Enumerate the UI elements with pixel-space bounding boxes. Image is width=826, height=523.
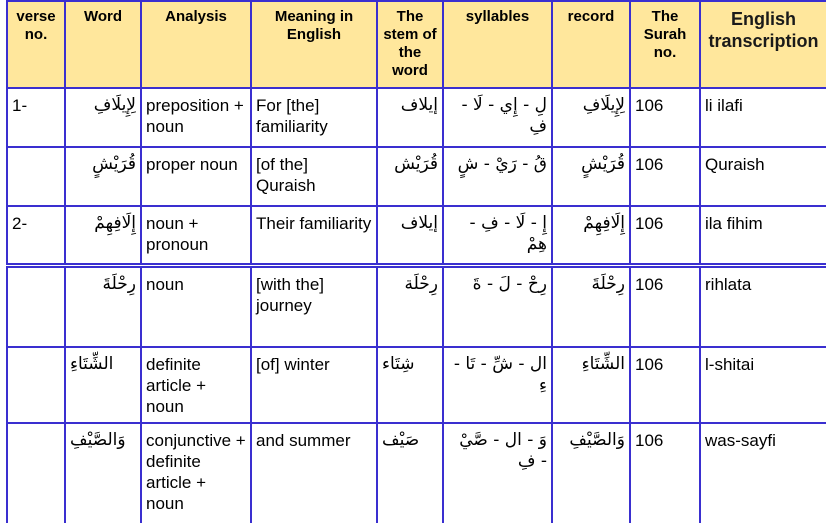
header-row: [7, 1, 826, 88]
meaning-cell: Their familiarity: [251, 206, 377, 265]
verse-cell: [7, 265, 65, 347]
table-row: [7, 206, 826, 265]
record-cell: إِلَافِهِمْ: [552, 206, 630, 265]
analysis-cell: definite article + noun: [141, 347, 251, 423]
transcription-cell: rihlata: [700, 265, 826, 347]
header-verse-no: verse no.: [7, 1, 65, 88]
surah-cell: 106: [630, 206, 700, 265]
meaning-cell: [of the] Quraish: [251, 147, 377, 206]
header-syllables: syllables: [443, 1, 552, 88]
meaning-cell: and summer: [251, 423, 377, 523]
word-analysis-table: [6, 0, 826, 523]
analysis-cell: preposition + noun: [141, 88, 251, 147]
transcription-cell: ila fihim: [700, 206, 826, 265]
word-cell: إِلَافِهِمْ: [65, 206, 141, 265]
word-cell: قُرَيْشٍ: [65, 147, 141, 206]
syllables-cell: قُ - رَيْ - شٍ: [443, 147, 552, 206]
word-cell: رِحْلَةَ: [65, 265, 141, 347]
header-transcription: English transcription: [700, 1, 826, 88]
record-cell: قُرَيْشٍ: [552, 147, 630, 206]
meaning-cell: [of] winter: [251, 347, 377, 423]
word-cell: وَالصَّيْفِ: [65, 423, 141, 523]
analysis-cell: noun: [141, 265, 251, 347]
record-cell: الشِّتَاءِ: [552, 347, 630, 423]
table-row: [7, 347, 826, 423]
table-row: [7, 147, 826, 206]
transcription-cell: was-sayfi: [700, 423, 826, 523]
table-row: [7, 423, 826, 523]
syllables-cell: إِ - لَا - فِ - هِمْ: [443, 206, 552, 265]
analysis-cell: noun + pronoun: [141, 206, 251, 265]
verse-cell: 1-: [7, 88, 65, 147]
surah-cell: 106: [630, 423, 700, 523]
header-surah-no: The Surah no.: [630, 1, 700, 88]
syllables-cell: وَ - ال - صَّيْ - فِ: [443, 423, 552, 523]
header-analysis: Analysis: [141, 1, 251, 88]
verse-cell: 2-: [7, 206, 65, 265]
word-cell: الشِّتَاءِ: [65, 347, 141, 423]
record-cell: رِحْلَةَ: [552, 265, 630, 347]
header-meaning: Meaning in English: [251, 1, 377, 88]
header-stem: The stem of the word: [377, 1, 443, 88]
table-row: [7, 265, 826, 347]
surah-cell: 106: [630, 347, 700, 423]
meaning-cell: [with the] journey: [251, 265, 377, 347]
surah-cell: 106: [630, 88, 700, 147]
stem-cell: إيلاف: [377, 88, 443, 147]
meaning-cell: For [the] familiarity: [251, 88, 377, 147]
verse-cell: [7, 147, 65, 206]
table-row: [7, 88, 826, 147]
syllables-cell: ال - شِّ - تَا - ءِ: [443, 347, 552, 423]
surah-cell: 106: [630, 265, 700, 347]
syllables-cell: لِ - إِي - لَا - فِ: [443, 88, 552, 147]
word-cell: لِإِيلَافِ: [65, 88, 141, 147]
transcription-cell: l-shitai: [700, 347, 826, 423]
stem-cell: صَيْف: [377, 423, 443, 523]
stem-cell: رِحْلَة: [377, 265, 443, 347]
surah-cell: 106: [630, 147, 700, 206]
analysis-cell: conjunctive + definite article + noun: [141, 423, 251, 523]
verse-cell: [7, 423, 65, 523]
transcription-cell: Quraish: [700, 147, 826, 206]
transcription-cell: li ilafi: [700, 88, 826, 147]
analysis-cell: proper noun: [141, 147, 251, 206]
stem-cell: قُرَيْش: [377, 147, 443, 206]
record-cell: لِإِيلَافِ: [552, 88, 630, 147]
syllables-cell: رِحْ - لَ - ةَ: [443, 265, 552, 347]
header-word: Word: [65, 1, 141, 88]
stem-cell: شِتَاء: [377, 347, 443, 423]
record-cell: وَالصَّيْفِ: [552, 423, 630, 523]
verse-cell: [7, 347, 65, 423]
stem-cell: إيلاف: [377, 206, 443, 265]
header-record: record: [552, 1, 630, 88]
